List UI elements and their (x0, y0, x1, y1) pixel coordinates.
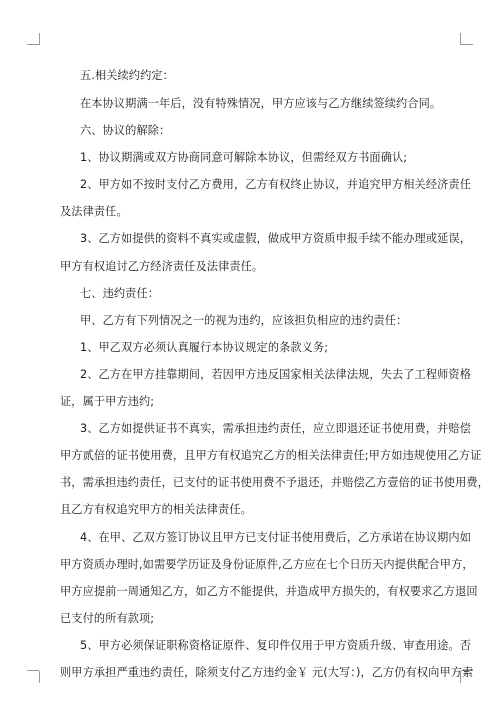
paragraph-line: 已支付的所有款项; (60, 612, 155, 625)
crop-mark-bottom-left (39, 671, 40, 683)
paragraph-line: 在本协议期满一年后，没有特殊情况，甲方应该与乙方继续签续约合同。 (80, 97, 442, 110)
section-heading-termination: 六、协议的解除： (80, 124, 171, 137)
paragraph-line: 证，属于甲方违约; (60, 395, 155, 408)
section-heading-renewal: 五.相关续约约定： (80, 69, 174, 82)
section-heading-breach: 七、违约责任： (80, 287, 160, 300)
paragraph-line: 4、在甲、乙双方签订协议且甲方已支付证书使用费后，乙方承诺在协议期内如 (80, 531, 471, 544)
crop-mark-top-right (461, 44, 473, 45)
paragraph-line: 甲方资质办理时,如需要学历证及身份证原件,乙方应在七个日历天内提供配合甲方， (60, 558, 474, 571)
paragraph-line: 甲、乙方有下列情况之一的视为违约，应该担负相应的违约责任： (80, 314, 408, 327)
paragraph-line: 3、乙方如提供证书不真实，需承担违约责任，应立即退还证书使用费，并赔偿 (80, 422, 471, 435)
paragraph-line: 1、甲乙双方必须认真履行本协议规定的条款义务; (80, 341, 329, 354)
crop-mark-bottom-left (27, 670, 39, 671)
paragraph-line: 则甲方承担严重违约责任，除须支付乙方违约金￥ 元(大写：)，乙方仍有权向甲方索 (60, 666, 474, 679)
paragraph-line: 甲方有权追讨乙方经济责任及法律责任。 (60, 260, 264, 273)
crop-mark-top-left (39, 33, 40, 45)
paragraph-line: 甲方贰倍的证书使用费，且甲方有权追究乙方的相关法律责任;甲方如违规使用乙方证 (60, 449, 482, 462)
paragraph-line: 1、协议期满或双方协商同意可解除本协议，但需经双方书面确认; (80, 151, 408, 164)
paragraph-line: 2、甲方如不按时支付乙方费用，乙方有权终止协议，并追究甲方相关经济责任 (80, 178, 471, 191)
paragraph-line: 2、乙方在甲方挂靠期间，若因甲方违反国家相关法律法规，失去了工程师资格 (80, 368, 471, 381)
paragraph-line: 3、乙方如提供的资料不真实或虚假，做成甲方资质申报手续不能办理或延误， (80, 232, 471, 245)
paragraph-line: 书，需承担违约责任，已支付的证书使用费不予退还，并赔偿乙方壹倍的证书使用费， (60, 476, 489, 489)
paragraph-line: 甲方应提前一周通知乙方，如乙方不能提供，并造成甲方损失的，有权要求乙方退回 (60, 585, 478, 598)
paragraph-line: 且乙方有权追究甲方的相关法律责任。 (60, 503, 252, 516)
paragraph-line: 5、甲方必须保证职称资格证原件、复印件仅用于甲方资质升级、审查用途。否 (80, 639, 471, 652)
crop-mark-top-left (27, 44, 39, 45)
paragraph-line: 及法律责任。 (60, 205, 128, 218)
